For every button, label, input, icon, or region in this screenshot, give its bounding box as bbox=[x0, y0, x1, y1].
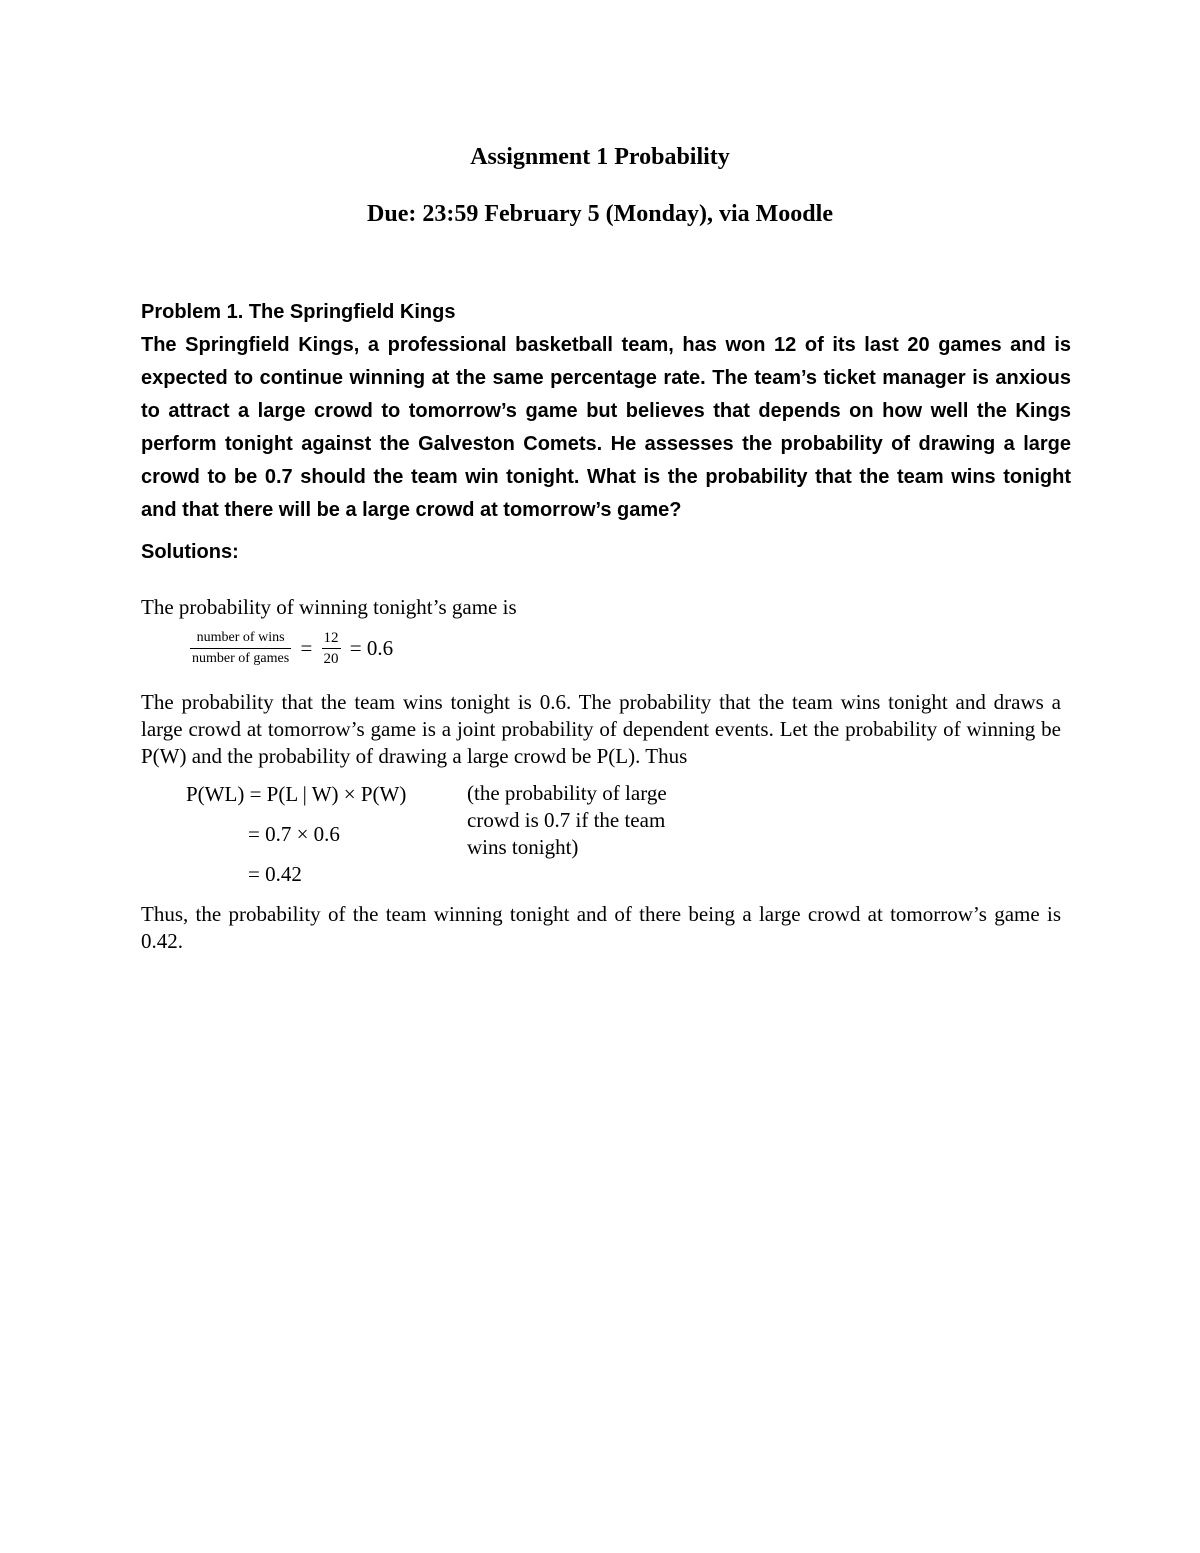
document-title: Assignment 1 Probability bbox=[470, 144, 730, 170]
equation-line-2: = 0.7 × 0.6 bbox=[248, 822, 340, 846]
problem-heading: Problem 1. The Springfield Kings bbox=[141, 301, 456, 323]
number-fraction bbox=[322, 628, 341, 669]
probability-fraction-equation bbox=[190, 628, 397, 676]
solution-intro: The probability of winning tonight’s game is bbox=[141, 595, 517, 619]
solution-paragraph: The probability that the team wins tonight is 0.6. The probability that the team wins tonight and draws a large crowd at tomorrow’s game is a joint probability of dependent events. Let the probability of winning be P(W) and the probability of drawing a large crowd be P(L). Thus bbox=[141, 690, 1061, 768]
fraction-denominator: 20 bbox=[323, 651, 339, 667]
fraction-denominator: number of games bbox=[192, 651, 290, 666]
equation-line-3: = 0.42 bbox=[248, 862, 302, 886]
equation-note: (the probability of large crowd is 0.7 if the team wins tonight) bbox=[467, 781, 667, 859]
fraction-numerator: 12 bbox=[322, 628, 341, 649]
fraction-result: = 0.6 bbox=[349, 636, 394, 660]
solutions-label: Solutions: bbox=[141, 541, 239, 563]
solution-conclusion: Thus, the probability of the team winning tonight and of there being a large crowd at tomorrow’s game is 0.42. bbox=[141, 902, 1061, 953]
fraction-numerator: number of wins bbox=[190, 628, 291, 649]
word-fraction bbox=[190, 628, 291, 669]
equals-sign: = bbox=[300, 636, 313, 660]
equation-line-1: P(WL) = P(L | W) × P(W) bbox=[186, 782, 407, 806]
problem-section bbox=[141, 296, 1071, 527]
due-date: Due: 23:59 February 5 (Monday), via Moodle bbox=[367, 201, 833, 227]
problem-statement: The Springfield Kings, a professional basketball team, has won 12 of its last 20 games and is expected to continue winning at the same percentage rate. The team’s ticket manager is anxious to attract a large crowd to tomorrow’s game but believes that depends on how well the Kings perform tonight against the Galveston Comets. He assesses the probability of drawing a large crowd to be 0.7 should the team win tonight. What is the probability that the team wins tonight and that there will be a large crowd at tomorrow’s game? bbox=[141, 334, 1071, 521]
